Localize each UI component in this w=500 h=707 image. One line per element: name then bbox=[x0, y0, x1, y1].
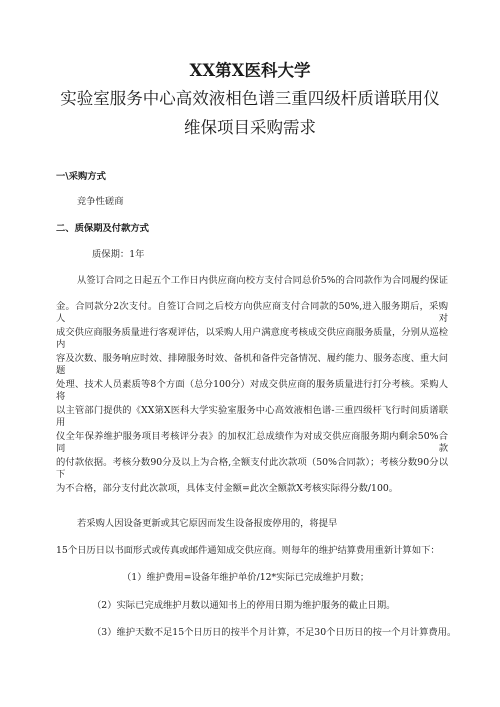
section-1-heading: 一\采购方式 bbox=[56, 171, 106, 182]
formula-item-1: （1）维护费用=设备年维护单价/12*实际已完成维护月数； bbox=[122, 572, 370, 583]
list-item-3: （3）维护天数不足15个日历日的按半个月计算，不足30个日历日的按一个月计算费用。 bbox=[92, 627, 457, 638]
paragraph-line: 从签订合同之日起五个工作日内供应商向校方支付合同总价5%的合同款作为合同履约保证 bbox=[77, 275, 448, 286]
paragraph-line: 为不合格，部分支付此次款项，具体支付金额=此次全额款X考核实际得分数/100。 bbox=[56, 483, 399, 494]
university-name: XX第X医科大学 bbox=[189, 61, 311, 80]
paragraph-line: 处理、技术人员素质等8个方面（总分100分）对成交供应商的服务质量进行打分考核。采购人将 bbox=[56, 379, 448, 402]
warranty-period: 质保期：1年 bbox=[92, 249, 145, 260]
paragraph-line: 成交供应商服务质量进行客观评估，以采购人用户满意度考核成交供应商服务质量，分别从巡检内 bbox=[56, 327, 448, 350]
section-2-heading: 二、质保期及付款方式 bbox=[56, 223, 149, 234]
list-item-2: （2）实际已完成维护月数以通知书上的停用日期为维护服务的截止日期。 bbox=[92, 600, 396, 611]
paragraph-line: 仪全年保养维护服务项目考核评分表》的加权汇总成绩作为对成交供应商服务期内剩余50%合同款 bbox=[56, 431, 448, 454]
paragraph-2-line-2: 15个日历日以书面形式或传真或邮件通知成交供应商。则每年的维护结算费用重新计算如下： bbox=[56, 545, 440, 556]
paragraph-2-line-1: 若采购人因设备更新或其它原因而发生设备报废停用的，将提早 bbox=[77, 518, 338, 529]
paragraph-line: 的付款依据。考核分数90分及以上为合格,全额支付此次款项（50%合同款）；考核分数90分以下 bbox=[56, 457, 448, 480]
paragraph-line: 以主管部门提供的《XX第X医科大学实验室服务中心高效液相色谱-三重四级杆飞行时间质谱联用 bbox=[56, 405, 448, 428]
document-title-line-2: 维保项目采购需求 bbox=[184, 118, 316, 137]
paragraph-line: 容及次数、服务响应时效、排障服务时效、备机和备件完备情况、履约能力、服务态度、重大问题 bbox=[56, 353, 448, 376]
document-title-line-1: 实验室服务中心高效液相色谱三重四级杆质谱联用仪 bbox=[60, 89, 440, 108]
procurement-method: 竞争性磋商 bbox=[77, 196, 124, 207]
paragraph-line: 金。合同款分2次支付。自签订合同之后校方向供应商支付合同款的50%,进入服务期后，采购人对 bbox=[56, 301, 448, 324]
